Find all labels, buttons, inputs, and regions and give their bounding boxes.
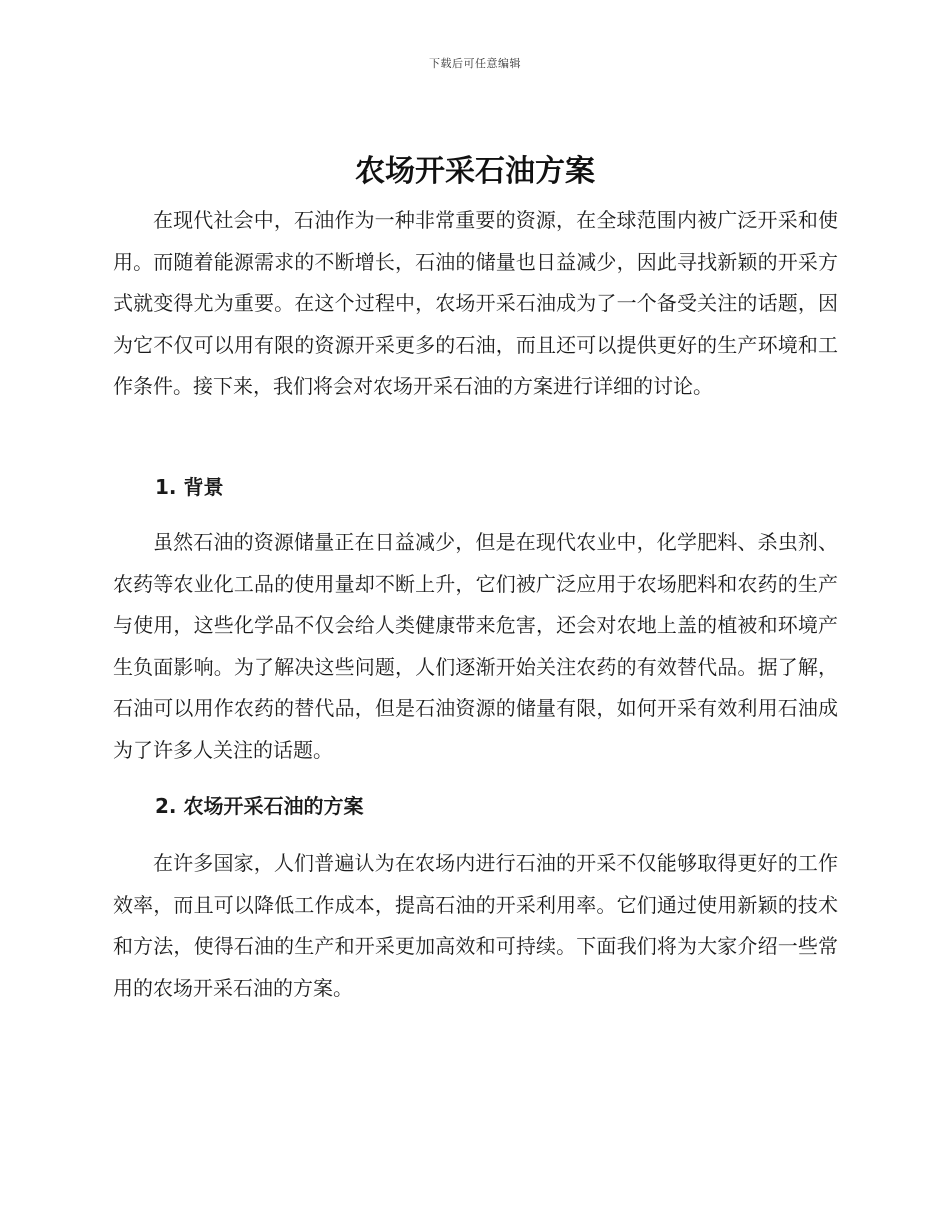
section-heading-background: 1. 背景 bbox=[155, 475, 224, 499]
section-body-plan: 在许多国家，人们普遍认为在农场内进行石油的开采不仅能够取得更好的工作效率，而且可以降低工作成本，提高石油的开采利用率。它们通过使用新颖的技术和方法，使得石油的生产和开采更加高效和可持续。下面我们将为大家介绍一些常用的农场开采石油的方案。 bbox=[113, 851, 838, 1000]
header-note: 下载后可任意编辑 bbox=[429, 57, 521, 70]
section-heading-plan: 2. 农场开采石油的方案 bbox=[155, 794, 364, 818]
page-title: 农场开采石油方案 bbox=[355, 154, 595, 189]
intro-paragraph-block bbox=[113, 200, 838, 408]
intro-paragraph: 在现代社会中，石油作为一种非常重要的资源，在全球范围内被广泛开采和使用。而随着能源需求的不断增长，石油的储量也日益减少，因此寻找新颖的开采方式就变得尤为重要。在这个过程中，农场开采石油成为了一个备受关注的话题，因为它不仅可以用有限的资源开采更多的石油，而且还可以提供更好的生产环境和工作条件。接下来，我们将会对农场开采石油的方案进行详细的讨论。 bbox=[113, 208, 838, 398]
section-heading-block bbox=[113, 786, 838, 828]
section-body-background: 虽然石油的资源储量正在日益减少，但是在现代农业中，化学肥料、杀虫剂、农药等农业化工品的使用量却不断上升，它们被广泛应用于农场肥料和农药的生产与使用，这些化学品不仅会给人类健康带来危害，还会对农地上盖的植被和环境产生负面影响。为了解决这些问题，人们逐渐开始关注农药的有效替代品。据了解，石油可以用作农药的替代品，但是石油资源的储量有限，如何开采有效利用石油成为了许多人关注的话题。 bbox=[113, 530, 838, 762]
section-body-block bbox=[113, 843, 838, 1009]
section-heading-block bbox=[113, 467, 838, 509]
section-body-block bbox=[113, 522, 838, 771]
